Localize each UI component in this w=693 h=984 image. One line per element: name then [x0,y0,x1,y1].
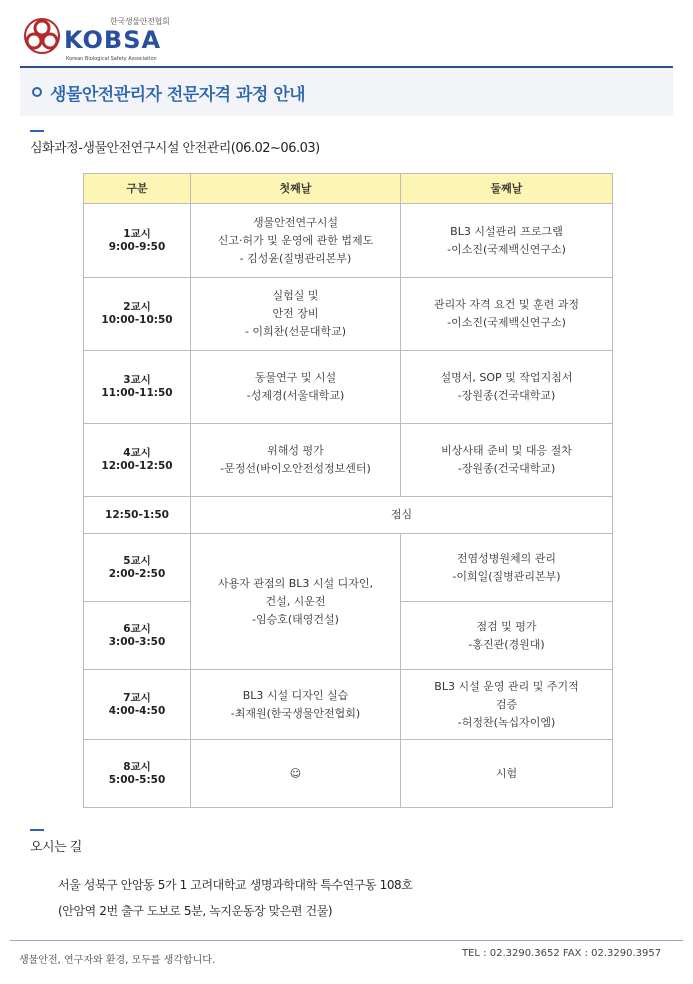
period-time: 5:00-5:50 [108,773,166,786]
smiley-icon: ☺ [289,766,302,780]
lecturer: -성제경(서울대학교) [246,389,345,402]
period-label: 5교시 [123,554,151,567]
lecture-title: 전염성병원체의 관리 [456,551,557,565]
lecturer: -최재원(한국생물안전협회) [230,706,361,720]
directions-note: (안암역 2번 출구 도보로 5분, 녹지운동장 맞은편 건물) [58,904,333,918]
lecture-title: 생물안전연구시설 [252,215,338,229]
period-time: 3:00-3:50 [108,635,166,648]
kobsa-logo[interactable] [22,14,170,62]
lecturer: - 김성윤(질병관리본부) [239,251,352,265]
day1-cell-merged [191,534,401,670]
biohazard-icon [22,16,62,56]
period-cell [84,602,191,670]
table-row [84,424,613,497]
title-bullet-icon [32,87,42,97]
lecturer: -이소진(국제백신연구소) [447,316,566,329]
lecture-title: 실험실 및 [272,289,319,302]
period-time: 11:00-11:50 [101,387,173,399]
page-title: 생물안전관리자 전문자격 과정 안내 [50,85,306,105]
day2-cell [401,534,613,602]
period-cell [84,351,191,424]
section-marker [30,130,44,132]
logo-subtitle: Korean Biological Safety Association [66,56,157,62]
table-row [84,534,613,602]
footer-contact: TEL : 02.3290.3652 FAX : 02.3290.3957 [462,948,662,959]
period-label: 3교시 [123,374,151,386]
course-heading: 심화과정-생물안전연구시설 안전관리(06.02~06.03) [30,141,320,156]
lecture-title: 점검 및 평가 [476,619,537,633]
lecture-title: BL3 시설관리 프로그램 [450,224,563,238]
period-time: 12:00-12:50 [101,460,173,472]
exam-label: 시험 [495,766,518,780]
period-time: 9:00-9:50 [108,240,166,253]
header [0,0,693,66]
lecture-title: 건설, 시운전 [265,594,326,608]
lecturer: -홍진관(경원대) [468,637,545,651]
period-time: 10:00-10:50 [101,314,173,326]
day2-cell [401,204,613,278]
day1-cell [191,740,401,808]
day1-cell [191,424,401,497]
lecturer: -이희일(질병관리본부) [452,569,561,583]
period-label: 6교시 [123,622,151,635]
header-category: 구분 [84,174,191,204]
table-row [84,351,613,424]
table-row [84,670,613,740]
period-label: 8교시 [123,760,151,773]
day2-cell [401,278,613,351]
period-cell [84,204,191,278]
period-time: 12:50-1:50 [105,508,169,521]
period-cell [84,534,191,602]
table-row [84,278,613,351]
period-cell [84,278,191,351]
period-label: 1교시 [123,227,151,240]
period-cell [84,670,191,740]
period-label: 2교시 [123,301,151,313]
day2-cell [401,740,613,808]
logo-org-name: 한국생물안전협회 [110,17,170,26]
lecture-title: 비상사태 준비 및 대응 절차 [441,444,572,457]
title-bar [20,68,673,116]
period-label: 7교시 [123,691,151,704]
day1-cell [191,670,401,740]
lecturer: -장원종(건국대학교) [457,462,556,475]
section-marker [30,829,44,831]
footer-divider [10,940,683,941]
day2-cell [401,424,613,497]
lecture-title: 안전 장비 [272,307,319,320]
lecture-title: BL3 시설 운영 관리 및 주기적 [434,679,579,693]
period-label: 4교시 [123,447,151,459]
day2-cell [401,602,613,670]
lecturer: -장원종(건국대학교) [457,389,556,402]
day1-cell [191,351,401,424]
lecture-title: 신고·허가 및 운영에 관한 법제도 [217,233,374,247]
lecturer: - 이희찬(선문대학교) [244,325,347,338]
lecture-title: BL3 시설 디자인 실습 [242,688,349,702]
lecture-title: 위해성 평가 [267,444,324,457]
schedule-table [83,173,613,808]
period-cell [84,424,191,497]
lecturer: -허정찬(녹십자이엠) [457,715,556,729]
day1-cell [191,204,401,278]
lecture-title: 사용자 관점의 BL3 시설 디자인, [217,576,374,590]
lecture-title: 검증 [495,697,518,711]
header-day2: 둘째날 [401,174,613,204]
period-cell [84,497,191,534]
period-time: 2:00-2:50 [108,567,166,580]
lecturer: -임승호(태영건설) [252,612,339,626]
lecture-title: 관리자 자격 요건 및 훈련 과정 [434,298,579,311]
table-row-lunch [84,497,613,534]
day1-cell [191,278,401,351]
lunch-cell: 점심 [191,497,613,534]
period-cell [84,740,191,808]
day2-cell [401,670,613,740]
table-header-row [84,174,613,204]
header-day1: 첫째날 [191,174,401,204]
table-row [84,740,613,808]
logo-wordmark: KOBSA [64,26,162,54]
lecture-title: 동물연구 및 시설 [254,371,337,384]
table-row [84,204,613,278]
address-text: 서울 성북구 안암동 5가 1 고려대학교 생명과학대학 특수연구동 108호 [58,878,413,892]
period-time: 4:00-4:50 [108,704,166,717]
lecturer: -이소진(국제백신연구소) [447,242,566,256]
day2-cell [401,351,613,424]
footer-slogan: 생물안전, 연구자와 환경, 모두를 생각합니다. [19,955,216,966]
lecturer: -문정선(바이오안전성정보센터) [220,462,371,475]
lecture-title: 설명서, SOP 및 작업지침서 [440,371,573,384]
directions-heading: 오시는 길 [30,840,82,855]
